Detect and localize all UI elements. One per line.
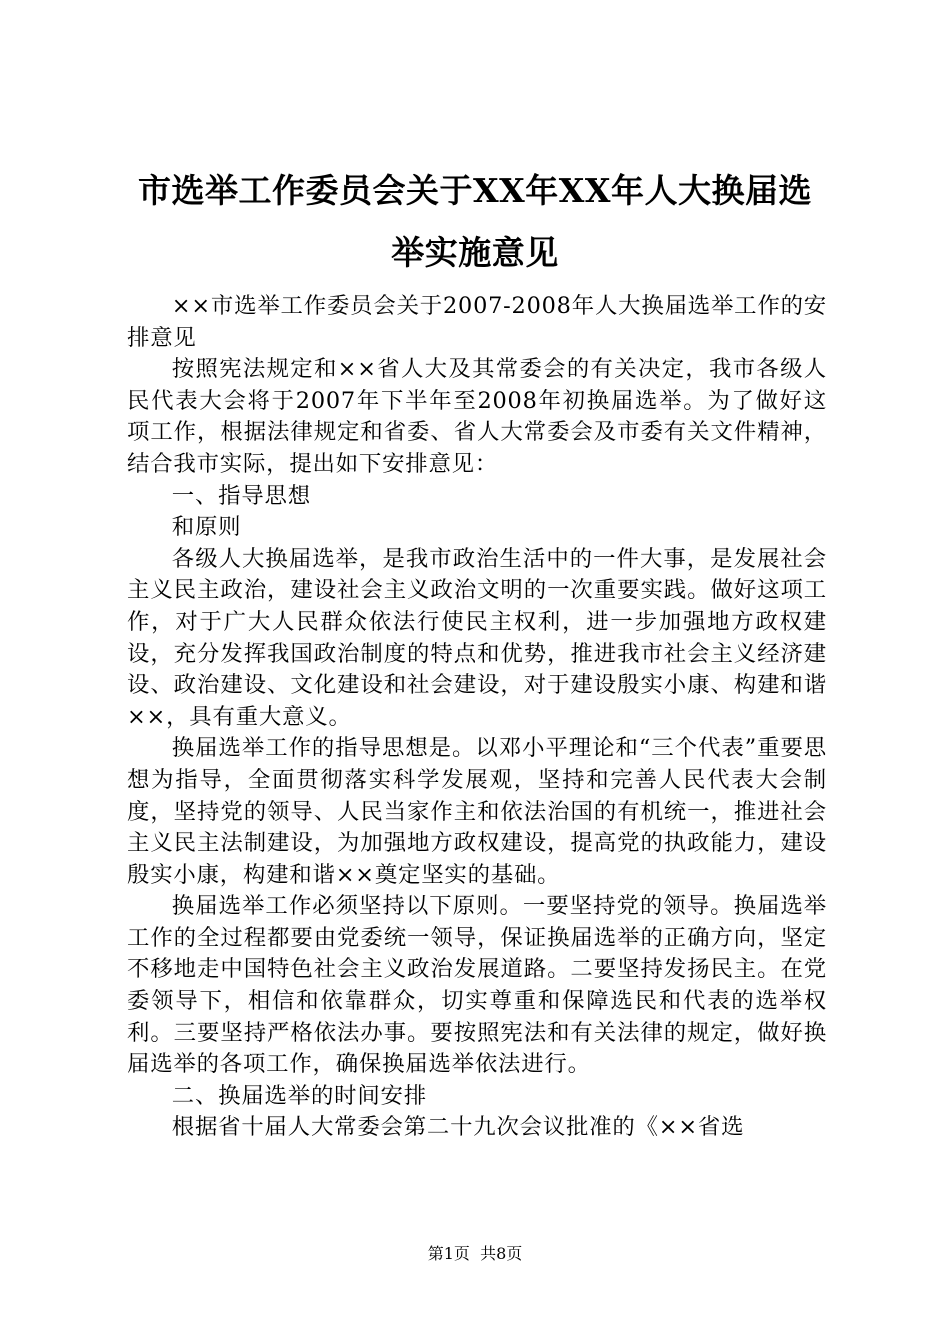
document-title <box>100 160 850 284</box>
section-heading: 二、换届选举的时间安排 <box>171 1082 427 1109</box>
paragraph: ××市选举工作委员会关于2007-2008年人大换届选举工作的安排意见 <box>127 293 827 351</box>
title-line-1: 市选举工作委员会关于XX年XX年人大换届选 <box>138 171 812 210</box>
page-number: 第1页 共8页 <box>427 1244 523 1263</box>
paragraph: 按照宪法规定和××省人大及其常委会的有关决定，我市各级人民代表大会将于2007年下半年至2008年初换届选举。为了做好这项工作，根据法律规定和省委、省人大常委会及市委有关文件精神，结合我市实际，提出如下安排意见： <box>127 356 827 477</box>
title-line-2: 举实施意见 <box>391 233 559 272</box>
document-body <box>127 291 827 1144</box>
section-heading-continued: 和原则 <box>171 514 242 541</box>
section-heading: 一、指导思想 <box>171 482 311 509</box>
paragraph: 根据省十届人大常委会第二十九次会议批准的《××省选 <box>171 1114 745 1141</box>
paragraph: 换届选举工作必须坚持以下原则。一要坚持党的领导。换届选举工作的全过程都要由党委统一领导，保证换届选举的正确方向，坚定不移地走中国特色社会主义政治发展道路。二要坚持发扬民主。在党委领导下，相信和依靠群众，切实尊重和保障选民和代表的选举权利。三要坚持严格依法办事。要按照宪法和有关法律的规定，做好换届选举的各项工作，确保换届选举依法进行。 <box>127 893 827 1078</box>
paragraph: 各级人大换届选举，是我市政治生活中的一件大事，是发展社会主义民主政治，建设社会主义政治文明的一次重要实践。做好这项工作，对于广大人民群众依法行使民主权利，进一步加强地方政权建设，充分发挥我国政治制度的特点和优势，推进我市社会主义经济建设、政治建设、文化建设和社会建设，对于建设殷实小康、构建和谐××，具有重大意义。 <box>127 545 827 730</box>
paragraph: 换届选举工作的指导思想是。以邓小平理论和“三个代表”重要思想为指导，全面贯彻落实科学发展观，坚持和完善人民代表大会制度，坚持党的领导、人民当家作主和依法治国的有机统一，推进社会主义民主法制建设，为加强地方政权建设，提高党的执政能力，建设殷实小康，构建和谐××奠定坚实的基础。 <box>127 735 827 888</box>
page-footer <box>0 1244 950 1264</box>
